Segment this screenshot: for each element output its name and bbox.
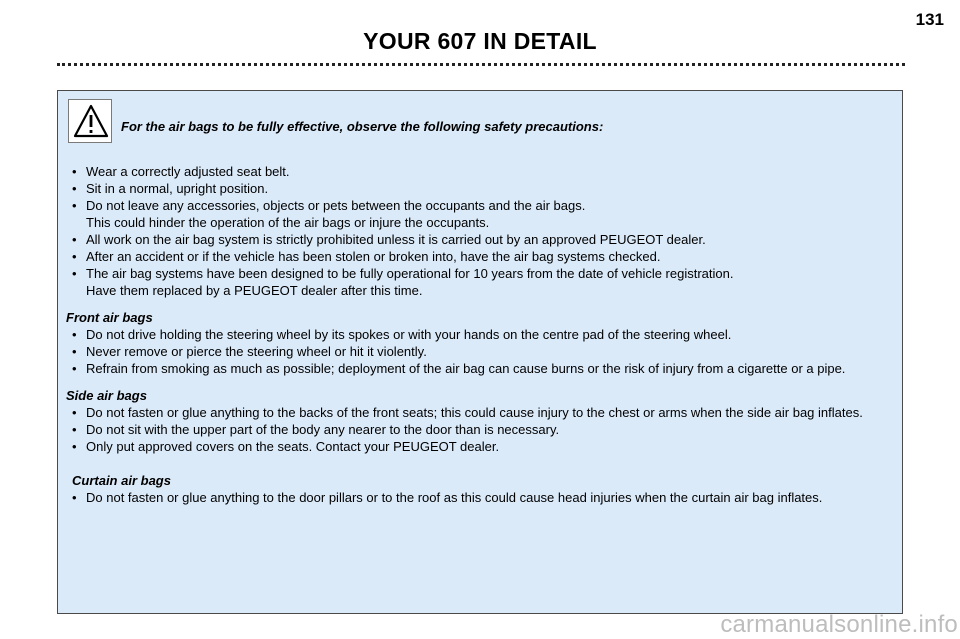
list-item-text: Do not drive holding the steering wheel by its spokes or with your hands on the centre pad of the steering wheel.	[86, 327, 732, 342]
bullet: •	[72, 327, 77, 342]
list-item	[66, 248, 888, 265]
bullet: •	[72, 422, 77, 437]
curtain-airbags-heading: Curtain air bags	[72, 473, 171, 488]
list-item	[66, 231, 888, 248]
list-item-text: Do not fasten or glue anything to the door pillars or to the roof as this could cause head injuries when the curtain air bag inflates.	[86, 490, 823, 505]
curtain-list	[66, 489, 888, 506]
list-item-continuation: This could hinder the operation of the air bags or injure the occupants.	[86, 215, 490, 230]
list-item	[66, 163, 888, 180]
side-list	[66, 404, 888, 455]
general-list	[66, 163, 888, 299]
page-title: YOUR 607 IN DETAIL	[363, 28, 597, 54]
list-item-text: Sit in a normal, upright position.	[86, 181, 269, 196]
list-item	[66, 438, 888, 455]
list-item	[66, 360, 888, 377]
list-item-text: After an accident or if the vehicle has been stolen or broken into, have the air bag systems checked.	[86, 249, 661, 264]
list-item	[66, 343, 888, 360]
safety-panel	[57, 90, 903, 614]
list-item-text: The air bag systems have been designed to be fully operational for 10 years from the date of vehicle registration.	[86, 266, 734, 281]
list-item-text: Do not sit with the upper part of the body any nearer to the door than is necessary.	[86, 422, 560, 437]
warning-box	[68, 99, 112, 143]
list-item-text: Only put approved covers on the seats. Contact your PEUGEOT dealer.	[86, 439, 500, 454]
bullet: •	[72, 181, 77, 196]
side-airbags-heading: Side air bags	[66, 388, 147, 403]
list-item	[66, 265, 888, 282]
bullet: •	[72, 439, 77, 454]
bullet: •	[72, 198, 77, 213]
list-item-text: Do not leave any accessories, objects or pets between the occupants and the air bags.	[86, 198, 586, 213]
warning-triangle-icon	[73, 103, 109, 139]
bullet: •	[72, 232, 77, 247]
list-item	[66, 180, 888, 197]
list-item-text: Do not fasten or glue anything to the backs of the front seats; this could cause injury to the chest or arms when the side air bag inflates.	[86, 405, 863, 420]
list-item-text: Never remove or pierce the steering wheel or hit it violently.	[86, 344, 427, 359]
front-list	[66, 326, 888, 377]
bullet: •	[72, 344, 77, 359]
list-item-continuation: Have them replaced by a PEUGEOT dealer after this time.	[86, 283, 423, 298]
bullet: •	[72, 164, 77, 179]
list-item	[66, 404, 888, 421]
watermark: carmanualsonline.info	[720, 611, 958, 638]
list-item	[66, 326, 888, 343]
bullet: •	[72, 361, 77, 376]
list-item	[66, 489, 888, 506]
intro-text: For the air bags to be fully effective, observe the following safety precautions:	[121, 119, 604, 134]
front-airbags-heading: Front air bags	[66, 310, 153, 325]
list-item-text: Refrain from smoking as much as possible; deployment of the air bag can cause burns or the risk of injury from a cigarette or a pipe.	[86, 361, 846, 376]
bullet: •	[72, 405, 77, 420]
list-item-text: All work on the air bag system is strictly prohibited unless it is carried out by an approved PEUGEOT dealer.	[86, 232, 706, 247]
list-item	[66, 421, 888, 438]
bullet: •	[72, 266, 77, 281]
content	[66, 163, 888, 506]
bullet: •	[72, 249, 77, 264]
list-item	[66, 197, 888, 214]
bullet: •	[72, 490, 77, 505]
page-number: 131	[915, 10, 944, 29]
list-item-text: Wear a correctly adjusted seat belt.	[86, 164, 290, 179]
dotted-divider	[57, 63, 905, 66]
